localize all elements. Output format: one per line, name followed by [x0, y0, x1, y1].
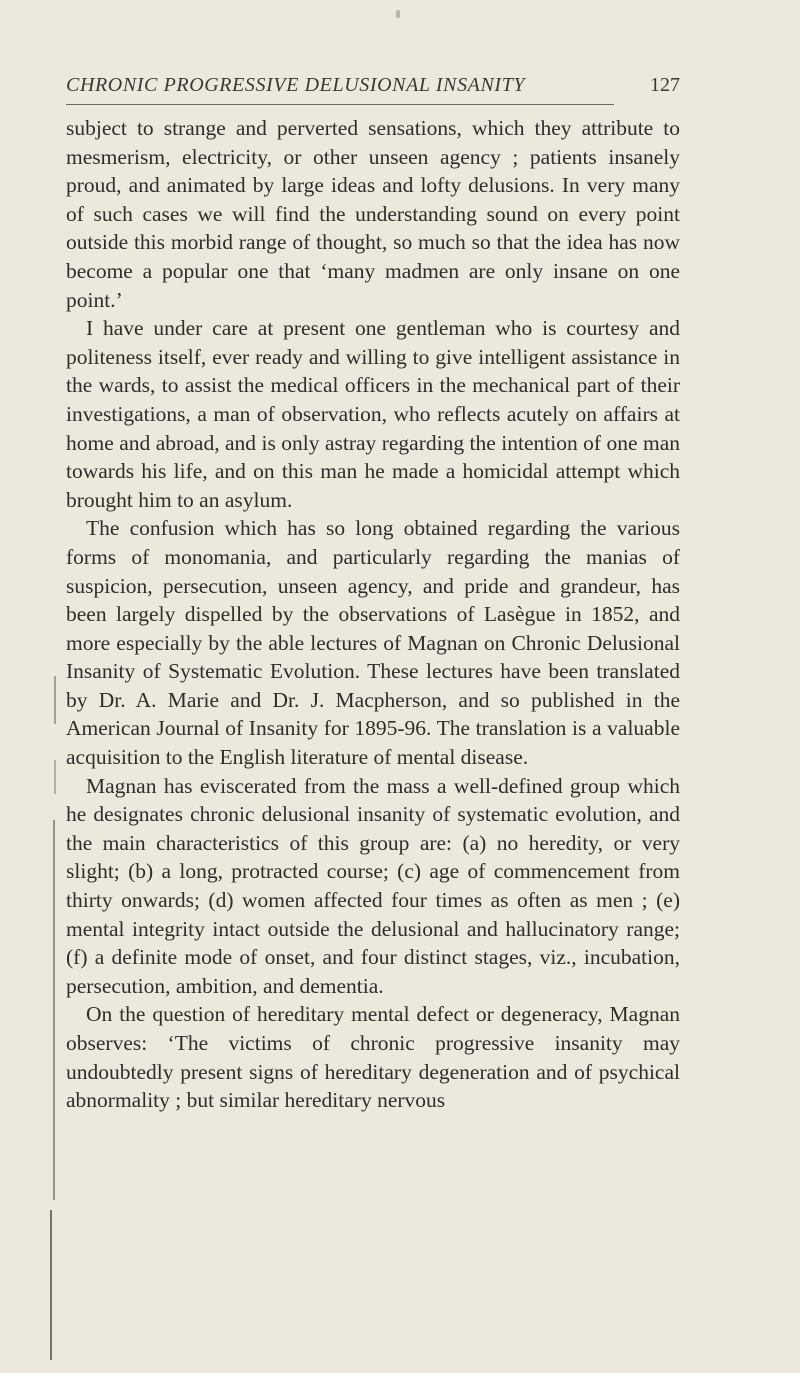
- paragraph-3: The confusion which has so long obtained regarding the various forms of monomania, and particularly regarding the manias of suspicion, persecution, unseen agency, and pride and grandeur, has been largely dispelled by the observations of Lasègue in 1852, and more especially by the able lectures of Magnan on Chronic Delusional Insanity of Systematic Evolution. These lectures have been translated by Dr. A. Marie and Dr. J. Macpherson, and so published in the American Journal of Insanity for 1895-96. The translation is a valuable acquisition to the English literature of mental disease.: [66, 516, 680, 770]
- paragraph-5: On the question of hereditary mental defect or degeneracy, Magnan observes: ‘The victims of chronic progressive insanity may undoubtedly present signs of hereditary degeneration and of psychical abnormality ; but similar hereditary nervous: [66, 1002, 680, 1113]
- paragraph-2: I have under care at present one gentleman who is courtesy and politeness itself, ever ready and willing to give intelligent assistance in the wards, to assist the medical officers in the mechanical part of their investigations, a man of observation, who reflects acutely on affairs at home and abroad, and is only astray regarding the intention of one man towards his life, and on this man he made a homicidal attempt which brought him to an asylum.: [66, 316, 680, 512]
- header-rule: [66, 104, 614, 105]
- margin-mark: [54, 676, 56, 724]
- print-speck: [396, 10, 400, 18]
- body-text: [66, 114, 680, 1115]
- page-number: 127: [650, 74, 680, 96]
- running-title: CHRONIC PROGRESSIVE DELUSIONAL INSANITY: [66, 74, 526, 96]
- running-head: [66, 74, 680, 104]
- margin-mark: [53, 820, 55, 1200]
- margin-mark: [54, 760, 56, 794]
- paragraph-1: subject to strange and perverted sensations, which they attribute to mesmerism, electricity, or other unseen agency ; patients insanely proud, and animated by large ideas and lofty delusions. In very many of such cases we will find the understanding sound on every point outside this morbid range of thought, so much so that the idea has now become a popular one that ‘many madmen are only insane on one point.’: [66, 116, 680, 312]
- paragraph-4: Magnan has eviscerated from the mass a well-defined group which he designates chronic delusional insanity of systematic evolution, and the main characteristics of this group are: (a) no heredity, or very slight; (b) a long, protracted course; (c) age of commencement from thirty onwards; (d) women affected four times as often as men ; (e) mental integrity intact outside the delusional and hallucinatory range; (f) a definite mode of onset, and four distinct stages, viz., incubation, persecution, ambition, and dementia.: [66, 773, 680, 998]
- margin-mark: [50, 1210, 52, 1360]
